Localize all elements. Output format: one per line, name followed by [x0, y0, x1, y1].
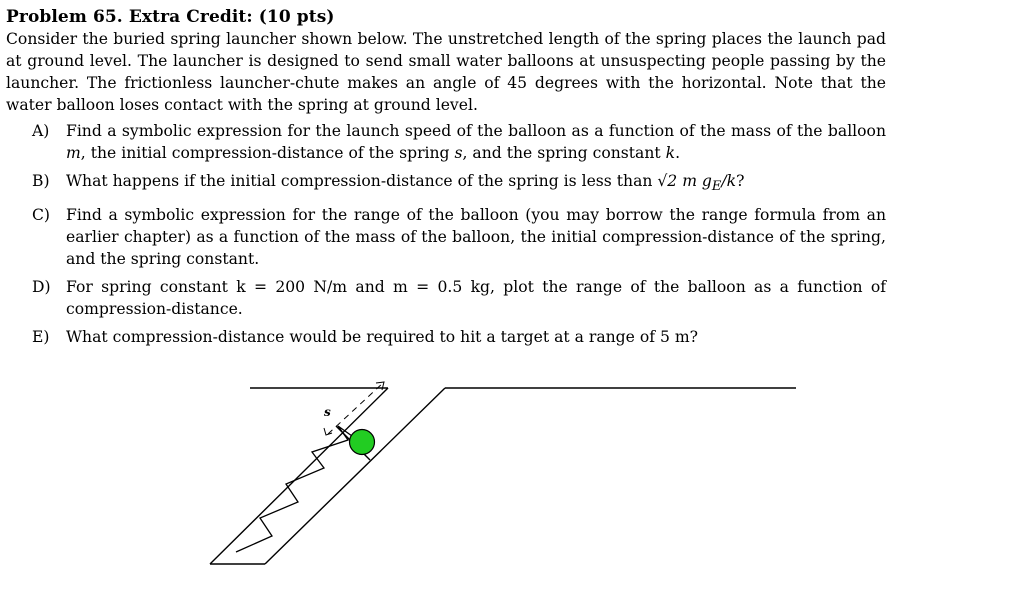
part-label: A)	[32, 122, 50, 140]
part-label: D)	[32, 278, 51, 297]
part-c	[6, 204, 886, 270]
part-a	[6, 120, 886, 164]
launcher-diagram	[200, 378, 810, 578]
part-text: Find a symbolic expression for the range of the balloon (you may borrow the range formula from an earlier chapter) as a function of the mass of the balloon, the initial compression-distance of the spring, and the spring constant.	[66, 206, 886, 269]
water-balloon	[350, 430, 375, 455]
part-e	[6, 326, 886, 348]
s-label: s	[324, 405, 331, 419]
part-label: E)	[32, 328, 50, 347]
chute-wall-left	[210, 388, 388, 564]
part-text: What compression-distance would be required to hit a target at a range of 5 m?	[66, 328, 698, 347]
part-text: What happens if the initial compression-distance of the spring is less than √2 m $g_E/k$?	[66, 172, 745, 195]
problem-page	[6, 6, 886, 354]
math-k: k = 200 N/m	[236, 278, 348, 297]
chute-wall-right	[265, 388, 445, 564]
part-d	[6, 276, 886, 320]
math-m: m = 0.5 kg	[393, 278, 491, 297]
s-dimension-line	[328, 382, 384, 434]
part-text: Find a symbolic expression for the launch speed of the balloon as a function of the mass of the balloon m, the initial compression-distance of the spring s, and the spring constant k.	[66, 122, 886, 162]
part-label: C)	[32, 206, 51, 225]
spring	[236, 426, 366, 552]
math-expression: √2 m g	[657, 172, 712, 190]
part-b	[6, 170, 886, 198]
problem-title: Problem 65. Extra Credit: (10 pts)	[6, 7, 335, 27]
part-text: For spring constant k = 200 N/m and m = 0.5 kg, plot the range of the balloon as a function of compression-distance.	[66, 278, 886, 319]
problem-intro: Consider the buried spring launcher shown below. The unstretched length of the spring places the launch pad at ground level. The launcher is designed to send small water balloons at unsuspecting people passing by the launcher. The frictionless launcher-chute makes an angle of 45 degrees with the horizontal. Note that the water balloon loses contact with the spring at ground level.	[6, 30, 886, 114]
problem-parts	[6, 120, 886, 348]
part-label: B)	[32, 172, 50, 190]
